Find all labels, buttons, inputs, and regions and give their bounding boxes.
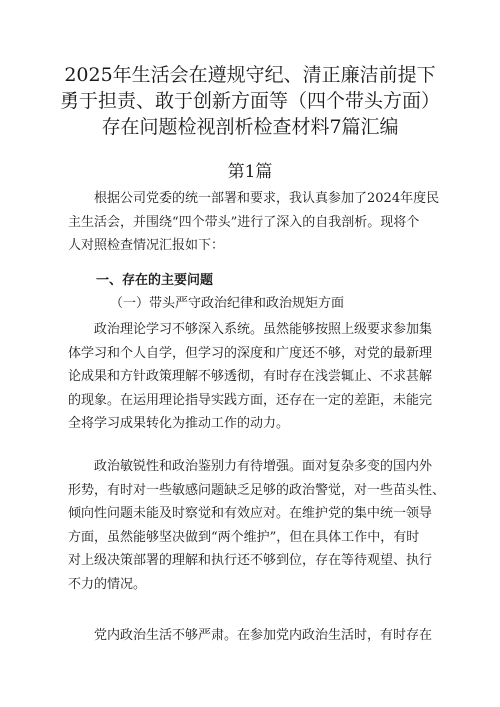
text-line: 对上级决策部署的理解和执行还不够到位，存在等待观望、执行 [68, 553, 433, 568]
text-line: 方面，虽然能够坚决做到“两个维护”，但在具体工作中，有时 [68, 529, 420, 545]
text-line: 体学习和个人自学，但学习的深度和广度还不够，对党的最新理 [68, 345, 433, 361]
text-line: 形势，有时对一些敏感问题缺乏足够的政治警觉，对一些苗头性、 [68, 482, 446, 498]
text-line: 不力的情况。 [68, 576, 147, 592]
body-paragraph [68, 318, 438, 436]
text-line: 政治敏锐性和政治鉴别力有待增强。面对复杂多变的国内外 [94, 459, 433, 474]
title-line: 存在问题检视剖析检查材料7篇汇编 [101, 116, 399, 138]
subsection-heading: （一）带头严守政治纪律和政治规矩方面 [110, 296, 345, 311]
text-line: 根据公司党委的统一部署和要求，我认真参加了2024年度民 [94, 191, 440, 206]
text-line: 政治理论学习不够深入系统。虽然能够按照上级要求参加集 [94, 322, 433, 337]
body-paragraph [68, 624, 438, 648]
title-line: 勇于担责、敢于创新方面等（四个带头方面） [59, 90, 440, 112]
text-line: 倾向性问题未能及时察觉和有效应对。在维护党的集中统一领导 [68, 506, 433, 521]
text-line: 党内政治生活不够严肃。在参加党内政治生活时，有时存在 [94, 628, 433, 643]
text-line: 人对照检查情况汇报如下： [68, 238, 225, 253]
text-line: 的现象。在运用理论指导实践方面，还存在一定的差距，未能完 [68, 392, 433, 408]
document-title [40, 62, 460, 140]
body-paragraph [68, 455, 446, 596]
title-line: 2025年生活会在遵规守纪、清正廉洁前提下 [64, 64, 436, 86]
text-line: 全将学习成果转化为推动工作的动力。 [68, 416, 290, 431]
text-line: 论成果和方针政策理解不够透彻，有时存在浅尝辄止、不求甚解 [68, 369, 433, 384]
chapter-heading: 第1篇 [227, 162, 273, 182]
text-line: 主生活会，并围绕“四个带头”进行了深入的自我剖析。现将个 [68, 214, 420, 230]
section-heading: 一、存在的主要问题 [96, 273, 214, 288]
intro-paragraph [68, 187, 438, 258]
